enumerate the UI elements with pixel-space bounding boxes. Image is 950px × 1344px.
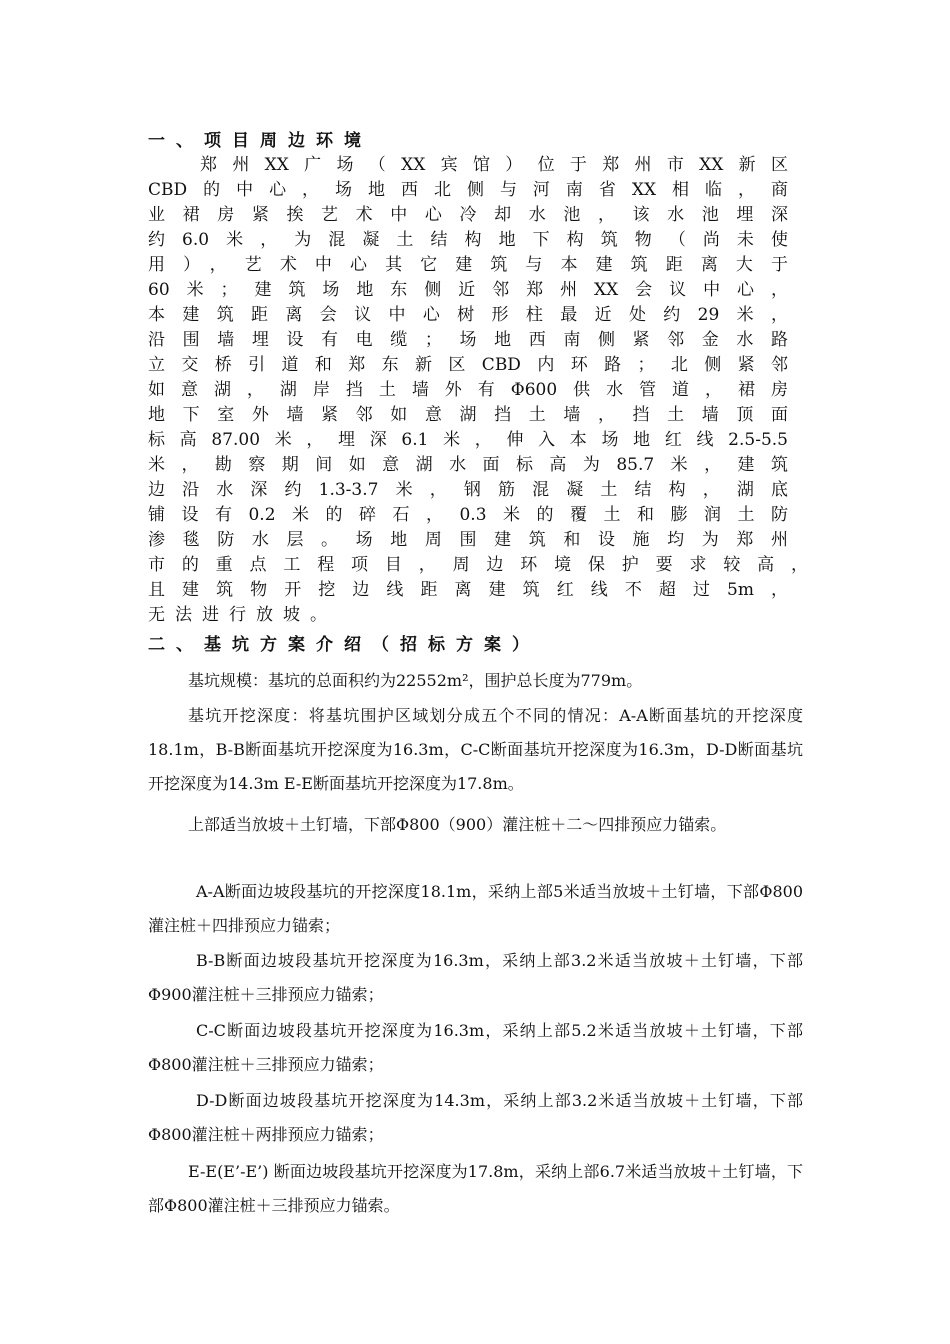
section-aa-paragraph: A-A断面边坡段基坑的开挖深度18.1m，采纳上部5米适当放坡＋土钉墙，下部Φ800灌注桩＋四排预应力锚索； bbox=[148, 882, 803, 935]
section-1-line: 业裙房紧挨艺术中心冷却水池，该水池埋深 bbox=[148, 205, 788, 225]
support-scheme-paragraph: 上部适当放坡＋土钉墙，下部Φ800（900）灌注桩＋二～四排预应力锚索。 bbox=[188, 815, 727, 834]
section-1-line: 立交桥引道和郑东新区CBD内环路；北侧紧邻 bbox=[148, 355, 788, 375]
section-1-line: 本建筑距离会议中心树形柱最近处约29米， bbox=[148, 305, 788, 325]
section-1-line: 如意湖，湖岸挡土墙外有Φ600供水管道，裙房 bbox=[148, 380, 788, 400]
section-1-line: 米，勘察期间如意湖水面标高为85.7米，建筑 bbox=[148, 455, 788, 475]
section-1-line: 铺设有0.2米的碎石，0.3米的覆土和膨润土防 bbox=[148, 505, 788, 525]
section-bb-paragraph: B-B断面边坡段基坑开挖深度为16.3m，采纳上部3.2米适当放坡＋土钉墙，下部Φ900灌注桩＋三排预应力锚索； bbox=[148, 951, 803, 1004]
section-1-line: 用），艺术中心其它建筑与本建筑距离大于 bbox=[148, 255, 788, 275]
section-1-line: 郑州XX广场（XX宾馆）位于郑州市XX新区 bbox=[200, 155, 788, 175]
section-1-line: 无法进行放坡。 bbox=[148, 605, 337, 625]
section-1-line: 边沿水深约1.3-3.7米，钢筋混凝土结构，湖底 bbox=[148, 480, 788, 500]
section-1-line: 地下室外墙紧邻如意湖挡土墙，挡土墙顶面 bbox=[148, 405, 788, 425]
section-1-line: 60米；建筑场地东侧近邻郑州XX会议中心， bbox=[148, 280, 788, 300]
section-1-line: CBD的中心，场地西北侧与河南省XX相临，商 bbox=[148, 180, 788, 200]
section-1-line: 约6.0米，为混凝土结构地下构筑物（尚未使 bbox=[148, 230, 788, 250]
section-2-heading: 二、基坑方案介绍（招标方案） bbox=[148, 635, 540, 655]
section-1-heading: 一、项目周边环境 bbox=[148, 131, 372, 151]
section-ee-paragraph: E-E(E’-E’) 断面边坡段基坑开挖深度为17.8m，采纳上部6.7米适当放坡＋土钉墙，下部Φ800灌注桩＋三排预应力锚索。 bbox=[148, 1162, 803, 1215]
section-cc-paragraph: C-C断面边坡段基坑开挖深度为16.3m，采纳上部5.2米适当放坡＋土钉墙，下部Φ800灌注桩＋三排预应力锚索； bbox=[148, 1021, 803, 1074]
section-1-line: 沿围墙埋设有电缆；场地西南侧紧邻金水路 bbox=[148, 330, 788, 350]
section-1-line: 渗毯防水层。场地周围建筑和设施均为郑州 bbox=[148, 530, 788, 550]
section-1-line: 市的重点工程项目，周边环境保护要求较高， bbox=[148, 555, 808, 575]
pit-depth-paragraph: 基坑开挖深度：将基坑围护区域划分成五个不同的情况：A-A断面基坑的开挖深度18.1m，B-B断面基坑开挖深度为16.3m，C-C断面基坑开挖深度为16.3m，D-D断面基坑开挖深度为14.3m E-E断面基坑开挖深度为17.8m。 bbox=[148, 706, 803, 793]
section-1-line: 标高87.00米，埋深6.1米，伸入本场地红线2.5-5.5 bbox=[148, 430, 788, 450]
pit-scale-paragraph: 基坑规模：基坑的总面积约为22552m²，围护总长度为779m。 bbox=[188, 671, 643, 690]
section-1-line: 且建筑物开挖边线距离建筑红线不超过5m， bbox=[148, 580, 788, 600]
section-dd-paragraph: D-D断面边坡段基坑开挖深度为14.3m，采纳上部3.2米适当放坡＋土钉墙，下部Φ800灌注桩＋两排预应力锚索； bbox=[148, 1091, 803, 1144]
